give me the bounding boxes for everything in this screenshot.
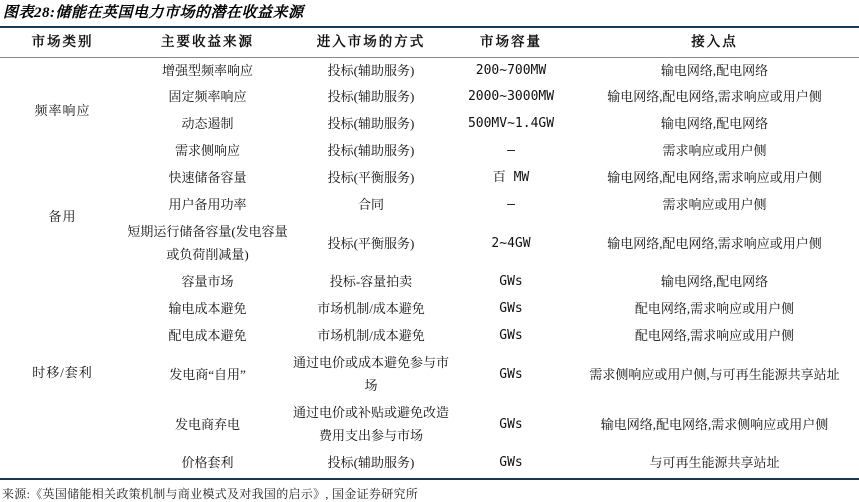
- header-revenue-source: 主要收益来源: [125, 28, 290, 57]
- cell-access: 输电网络,配电网络,需求响应或用户侧: [607, 235, 822, 251]
- cell-access: 需求侧响应或用户侧,与可再生能源共享站址: [589, 366, 840, 382]
- cell-method: 投标-容量拍卖: [329, 274, 413, 290]
- cell-capacity: GWs: [499, 366, 523, 382]
- table-row: [0, 192, 859, 219]
- table-row: [0, 296, 859, 323]
- cell-access: 配电网络,需求响应或用户侧: [634, 301, 795, 317]
- header-access-point: 接入点: [570, 28, 859, 57]
- cell-source: 用户备用功率: [168, 197, 247, 213]
- cell-access: 输电网络,配电网络,需求响应或用户侧: [607, 170, 822, 186]
- cell-source: 发电商“自用”: [169, 366, 246, 382]
- cell-method: 合同: [357, 197, 384, 213]
- cell-access: 输电网络,配电网络: [660, 274, 769, 290]
- cell-source: 价格套利: [181, 455, 234, 471]
- cell-method: 通过电价或成本避免参与市场: [292, 355, 449, 394]
- cell-capacity: GWs: [499, 301, 523, 317]
- cell-capacity: 500MV~1.4GW: [467, 116, 555, 132]
- cell-source: 增强型频率响应: [161, 62, 253, 78]
- cell-capacity: GWs: [499, 455, 523, 471]
- revenue-sources-table: [0, 28, 859, 477]
- cell-capacity: 2000~3000MW: [467, 89, 555, 105]
- cell-access: 配电网络,需求响应或用户侧: [634, 328, 795, 344]
- cell-access: 需求响应或用户侧: [662, 197, 767, 213]
- cell-source: 短期运行储备容量(发电容量或负荷削减量): [127, 224, 288, 263]
- cell-method: 投标(辅助服务): [327, 455, 415, 471]
- table-row: [0, 165, 859, 192]
- cell-source: 动态遏制: [181, 116, 234, 132]
- cell-method: 通过电价或补贴或避免改造费用支出参与市场: [292, 405, 449, 444]
- table-row: [0, 84, 859, 111]
- cell-method: 投标(辅助服务): [327, 89, 415, 105]
- cell-access: 输电网络,配电网络,需求响应或用户侧: [607, 89, 822, 105]
- cell-source: 容量市场: [181, 274, 234, 290]
- cell-method: 市场机制/成本避免: [317, 301, 425, 317]
- cell-capacity: GWs: [499, 328, 523, 344]
- header-market-capacity: 市场容量: [452, 28, 570, 57]
- table-row: [0, 450, 859, 477]
- cell-source: 发电商弃电: [174, 416, 240, 432]
- cell-capacity: –: [507, 197, 515, 213]
- table-row: [0, 57, 859, 84]
- cell-method: 投标(辅助服务): [327, 116, 415, 132]
- cell-source: 输电成本避免: [168, 301, 247, 317]
- cell-source: 需求侧响应: [174, 143, 240, 159]
- cell-access: 输电网络,配电网络,需求侧响应或用户侧: [600, 416, 829, 432]
- table-row: [0, 219, 859, 269]
- cell-source: 配电成本避免: [168, 328, 247, 344]
- table-row: [0, 350, 859, 400]
- cell-source: 快速储备容量: [168, 170, 247, 186]
- source-note: 来源:《英国储能相关政策机制与商业模式及对我国的启示》, 国金证券研究所: [2, 487, 419, 502]
- cell-access: 输电网络,配电网络: [660, 62, 769, 78]
- table-row: [0, 111, 859, 138]
- cell-capacity: 2~4GW: [491, 235, 531, 251]
- category-cell-reserve: 备用: [48, 208, 77, 224]
- cell-access: 需求响应或用户侧: [662, 143, 767, 159]
- table-header-row: [0, 28, 859, 57]
- table-row: [0, 138, 859, 165]
- cell-source: 固定频率响应: [168, 89, 247, 105]
- cell-method: 投标(辅助服务): [327, 62, 415, 78]
- cell-access: 输电网络,配电网络: [660, 116, 769, 132]
- category-cell-frequency-response: 频率响应: [34, 103, 91, 118]
- cell-capacity: GWs: [499, 274, 523, 290]
- cell-method: 投标(平衡服务): [327, 170, 415, 186]
- cell-capacity: –: [507, 143, 515, 159]
- header-market-category: 市场类别: [0, 28, 125, 57]
- cell-method: 投标(平衡服务): [327, 235, 415, 251]
- cell-method: 市场机制/成本避免: [317, 328, 425, 344]
- cell-capacity: GWs: [499, 416, 523, 432]
- header-entry-method: 进入市场的方式: [290, 28, 452, 57]
- table-row: [0, 400, 859, 450]
- category-cell-time-shift-arbitrage: 时移/套利: [32, 364, 93, 380]
- exhibit-title: 图表28:储能在英国电力市场的潜在收益来源: [3, 5, 304, 21]
- table-row: [0, 269, 859, 296]
- cell-capacity: 200~700MW: [475, 62, 547, 78]
- table-row: [0, 323, 859, 350]
- cell-method: 投标(辅助服务): [327, 143, 415, 159]
- cell-capacity: 百 MW: [492, 170, 530, 186]
- cell-access: 与可再生能源共享站址: [649, 455, 780, 471]
